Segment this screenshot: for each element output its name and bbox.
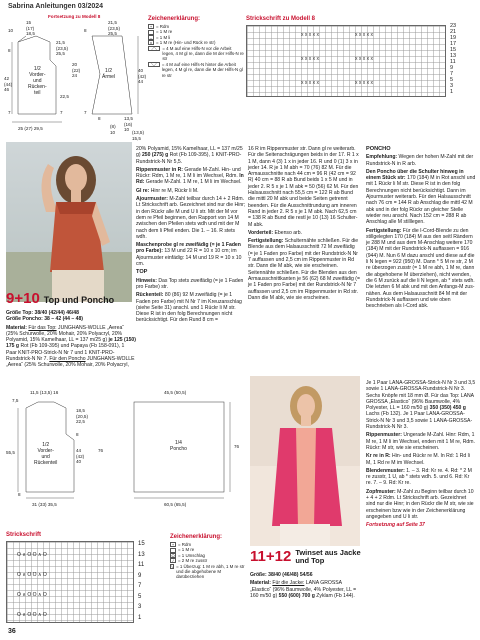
chart-top <box>246 16 476 112</box>
legend-bottom-title: Zeichenerklärung: <box>170 534 223 540</box>
legend-bottom <box>170 534 250 580</box>
schema-top <box>4 14 148 144</box>
continued-note: Fortsetzung auf Seite 37 <box>366 522 425 529</box>
dim: 21,5 (23,5) 25,5 <box>108 20 121 37</box>
model-number: 9+10 <box>6 290 40 307</box>
photo-twinset-illustration <box>250 376 360 546</box>
symbol-yarnover-icon: O <box>171 553 175 559</box>
photo-top-poncho <box>6 142 132 302</box>
chart-top-row-numbers: 23 21 19 17 15 13 11 9 7 5 3 1 <box>450 23 457 95</box>
legend-item: + = Rdm <box>171 542 192 548</box>
sizes-top: Größe Top: 38/40 (42/44) 46/48 <box>6 310 79 316</box>
cable-front-icon: ⟋⟍ <box>148 46 160 51</box>
dim: 8 <box>76 432 79 437</box>
page-number: 36 <box>8 628 16 635</box>
chart-bottom-title: Strickschrift <box>6 532 42 538</box>
model-heading <box>6 290 114 307</box>
schema-bottom-left-label: 1/2 Vorder- und Rückenteil <box>34 442 58 466</box>
cable-back-icon: ⟍⟋ <box>148 62 160 67</box>
chart-top-grid: x x x x x x x x x x x x x x x x x x x x x x x x x x x x x x <box>246 25 446 97</box>
model2-text: Größe: 38/40 (46/48) 54/56 Material: Für die Jacke: LANA GROSSA „Elastico“ (96% Baumwolle, 4% Polyester, LL = 160 m/50 g) 550 (600) 700 g Zyklam (Fb 144). <box>250 572 357 599</box>
legend-top <box>148 16 244 78</box>
column-4: PONCHO Empfehlung: Wegen der hohen M-Zahl mit der Rundstrick-N in R arb. Den Poncho über die Schulter hinweg in einem Stück str: 170 (184) M in Rot anschl und mit 1 Rückr li M str. Diese R ist in den folg Berechnungen nicht berücksichtigt. Dann im Ajourmuster weiterarb. Für den Halsausschnitt nach 76 cm = 144 R ab Anschlag die mittl 42 M abk und in der folg Rückr an gleicher Stelle wieder neu anschl. Nach 152 cm = 288 R ab Anschlag alle M stilllegen. Fertigstellung: Für die I-Cord-Blende zu den stillgelegten 170 (184) M aus den seitl Rändern je 288 M und aus dem M-Anschlag weitere 170 (184) M mit der Rundstrick-N auffassen = 916 (944) M. Nun 6 M dazu anschl und diese auf die li N legen = 922 (950) M. Dann * 5 M re str, 2 M re überzogen zusstr (= 1 M re abh, 1 M re, dann die abgehobene M überziehen), nicht wenden, die 6 M zurück auf die li N legen, ab * stets wdh. Die letzten 6 M abk und mit den Anfangs-M zus-nähen. Aus dem Halsausschnitt 84 M mit der Rundstrick-N auffassen und wie oben beschrieben als I-Cord abk. <box>366 146 476 310</box>
column-4-bottom: Je 1 Paar LANA-GROSSA-Strick-N Nr 3 und 3,5 sowie 1 LANA-GROSSA-Rundstrick-N Nr 3. Sechs Knöpfe mit 18 mm Ø. Für das Top: LANA GROSSA „Elastico“ (96% Baumwolle, 4% Polyester, LL = 160 m/50 g) 350 (350) 450 g Lachs (Fb 132). Je 1 Paar LANA-GROSSA-Strick-N Nr 3 und 3,5 sowie 1 LANA-GROSSA-Rundstrick-N Nr 3. Rippenmuster: Ungerade M-Zahl. Hinr: Rdm, 1 M re, 1 M li im Wechsel, enden mit 1 M re, Rdm. Rückr: M str, wie sie erscheinen. Kr re in R: Hin- und Rückr re M. In Rd: 1 Rd li M, 1 Rd re M im Wechsel. Blendenmuster: 1. – 3. Rd: Kr re. 4. Rd: * 2 M re zusstr, 1 U, ab * stets wdh. 5. und 6. Rd: Kr re. 7. – 9. Rd: Kr re. Zopfmuster: M-Zahl zu Beginn teilbar durch 10 + 4 + 2 Rdm. Lt Strickschrift arb. Gezeichnet sind nur die Hinr; in den Rückr die M str, wie sie erscheinen bzw wie in der Zeichenerklärung angegeben und U li str. Fortsetzung auf Seite 37 <box>366 380 476 529</box>
dim: 11,5 (13,5) 16 <box>30 390 59 395</box>
schema-bottom-right-label: 1/4 Poncho <box>170 440 187 452</box>
chart-bottom-grid: O ∧ O O ∧ O O ∧ O O ∧ O O ∧ O O ∧ O O ∧ O O ∧ O <box>6 541 134 623</box>
dim: 60,5 (65,5) <box>164 502 187 507</box>
dim: 21,5 (23,5) 25,5 <box>56 40 69 57</box>
schema-top-right-label: 1/2 Ärmel <box>102 68 116 80</box>
dim: 7 <box>60 110 63 115</box>
dim: 18,5 (20,5) 22,5 <box>76 408 89 425</box>
schema-top-left-label: 1/2 Vorder- und Rücken- teil <box>28 66 47 96</box>
dim: 7 <box>84 110 87 115</box>
dim: 45,5 (50,5) <box>164 390 187 395</box>
schema-top-caption: Fortsetzung zu Modell 8 <box>48 14 101 19</box>
model2-heading <box>250 548 362 565</box>
dim: 55,5 <box>6 450 15 455</box>
dim: 10 <box>8 28 14 33</box>
symbol-garter-icon: x <box>150 40 152 46</box>
symbol-skpo-icon: \ <box>171 563 173 569</box>
symbol-k2tog-icon: / <box>170 558 176 563</box>
legend-item: = 1 M re <box>170 547 250 552</box>
dim: 8 <box>84 28 87 33</box>
legend-item: + = Rdm <box>149 24 170 30</box>
dim: 76 <box>98 448 104 453</box>
legend-item: / = 2 M re zusstr <box>170 558 250 563</box>
dim: 44 (42) 40 <box>76 448 85 465</box>
dim: 22,5 <box>60 94 69 99</box>
dim: 13,5 (16) 10 <box>124 116 133 133</box>
legend-item: – = 1 M li <box>149 34 171 41</box>
symbol-knit-icon <box>148 30 154 35</box>
model2-title: Twinset aus Jacke und Top <box>295 547 361 565</box>
symbol-knit-icon <box>170 548 176 553</box>
chart-bottom <box>6 532 156 628</box>
dim: 42 (44) 46 <box>4 76 13 93</box>
material-label: Material: <box>6 324 27 331</box>
dim: 8 <box>98 116 101 121</box>
legend-item: \ = 1 Überzug: 1 M re abh, 1 M re str und die abgehobene M darüberziehen <box>171 563 245 580</box>
schema-bottom <box>4 386 244 518</box>
dim: 76 <box>234 444 240 449</box>
model2-number: 11+12 <box>250 548 292 565</box>
dim: 8 <box>18 492 21 497</box>
dim: 8 <box>8 48 11 53</box>
photo-top-poncho-illustration <box>6 142 132 302</box>
column-2: 20% Polyamid, 15% Kamelhaar, LL = 137 m/25 g) 250 (275) g Rot (Fb 109-395), 1 KNIT-PRO-Rundstrick-N Nr 5,5. Rippenmuster in R: Gerade M-Zahl. Hin- und Rückr: Rdm, 1 M re, 1 M li im Wechsel, Rdm. In Rd: Gerade M-Zahl. 1 M re, 1 M li im Wechsel. Gl re: Hinr re M, Rückr li M. Ajourmuster: M-Zahl teilbar durch 14 + 2 Rdm. Lt Strickschrift arb. Gezeichnet sind nur die Hinr; in den Rückr alle M und U li str. Mit der M vor dem re Pfeil beginnen, den Rapport von 14 M zwischen den Pfeilen stets wdh und mit der M nach dem li Pfeil enden. Die 1. – 16. R stets wdh. Maschenprobe gl re zweifädig (= je 1 Faden pro Farbe): 13 M und 22 R = 10 x 10 cm; im Ajourmuster einfädig: 14 M und 19 R = 10 x 10 cm. TOP Hinweis: Das Top stets zweifädig (= je 1 Faden pro Farbe) str. Rückenteil: 80 (86) 92 M zweifädig (= je 1 Faden pro Farbe) mit N Nr 7 im Kreuzanschlag (siehe Seite 31) anschl. und 1 Rückr li M str. Diese R ist in den folg Berechnungen nicht berücksichtigt. Für den Rund 8 cm = <box>136 146 246 324</box>
column-1: Größe Top: 38/40 (42/44) 46/48 Größe Poncho: 38 – 42 (44 – 48) Material: Für das Top: JUNGHANS-WOLLE „Aerea“ (25% Schurwolle, 20% Mohair, 20% Polyacryl, 20% Polyamid, 15% Kamelhaar, LL = 137 m/25 g) je 125 (150) 175 g Rot (Fb 109-395) und Papaya (Fb 158-091), 1 Paar KNIT-PRO-Strick-N Nr 7 und 1 KNIT-PRO-Rundstrick-N Nr 7. Für den Poncho JUNGHANS-WOLLE „Aerea“ (25% Schurwolle, 20% Mohair, 20% Polyacryl, <box>6 310 136 369</box>
legend-item: x = 1 M re (Hin- und Rück re str) <box>150 40 216 46</box>
dim: 25 (27) 29,5 <box>18 126 43 131</box>
chart-bottom-row-numbers: 15 13 11 9 7 5 3 1 <box>138 541 145 621</box>
legend-item: = 1 M re <box>148 29 244 34</box>
legend-item: O = 1 Umschlag <box>171 552 205 559</box>
dim: 7 <box>8 110 11 115</box>
dim: (8) 10 <box>110 124 116 135</box>
symbol-purl-icon: – <box>149 35 153 41</box>
dim: 20 (22) 24 <box>72 62 81 79</box>
column-3: 16 R im Rippenmuster str. Dann gl re weiterarb. Für die Seitenschrägungen beids in der 17. R 1 x 1 M, dann 4 (3) 1 x in jeder 16. R und 0 (1) 3 x in jeder 14. R je 1 M abh = 70 (76) 82 M. Für die Armausschnitte nach 44 cm = 96 R (42 cm = 92 R) 40 cm = 88 R ab Bund beids 1 x 5 M und in jeder 2. R 5 x je 1 M abk = 50 (56) 62 M. Für den Halsausschnitt nach 55,5 cm = 122 R ab Bund die mittl 20 M abk und beide Seiten getrennt beenden. Für die Ausschnittrundung am inneren Rand in jeder 2. R 5 x je 1 M abk. Nach 62,5 cm = 138 R ab Bund die restl je 10 (13) 16 Schulter-M abk. Vorderteil: Ebenso arb. Fertigstellung: Schulternähte schließen. Für die Blende aus dem Halsausschnitt 72 M zweifädig (= je 1 Faden pro Farbe) mit der Rundstrick-N Nr 7 auffassen und 2,5 cm im Rippenmuster in Rd str. Dann die M abk, wie sie erscheinen. Seitennähte schließen. Für die Blenden aus den Armausschnittkanten je 56 (62) 68 M zweifädig (= je 1 Faden pro Farbe) mit der Rundstrick-N Nr 7 auffassen und 2,5 cm im Rippenmuster in Rd str. Dann die M abk, wie sie erscheinen. <box>248 146 360 301</box>
chart-top-title: Strickschrift zu Modell 8 <box>246 16 316 22</box>
dim: 40 (42) 44 <box>138 68 147 85</box>
dim: 7,5 <box>12 398 19 403</box>
sizes-poncho: Größe Poncho: 38 – 42 (44 – 48) <box>6 316 84 323</box>
dim: 15 (17) 18,5 <box>26 20 35 37</box>
dim: (13,5) 15,5 <box>132 130 145 141</box>
symbol-rdm-icon: + <box>171 542 175 548</box>
model-title: Top und Poncho <box>43 295 115 305</box>
legend-item: ⟋⟍ = 4 M auf eine Hilfs-N vor die Arbeit legen, 4 M gl re, dann die M der Hilfs-N re str <box>148 46 244 62</box>
photo-twinset <box>250 376 360 546</box>
symbol-rdm-icon: + <box>149 24 153 30</box>
legend-top-title: Zeichenerklärung: <box>148 16 201 22</box>
magazine-header: Sabrina Anleitungen 03/2024 <box>8 3 104 10</box>
dim: 31 (33) 35,5 <box>32 502 57 507</box>
legend-item: ⟍⟋ = 4 M auf eine Hilfs-N hinter die Arbeit legen, 4 M gl re, dann die M der Hilfs-N gl re str <box>148 62 244 78</box>
